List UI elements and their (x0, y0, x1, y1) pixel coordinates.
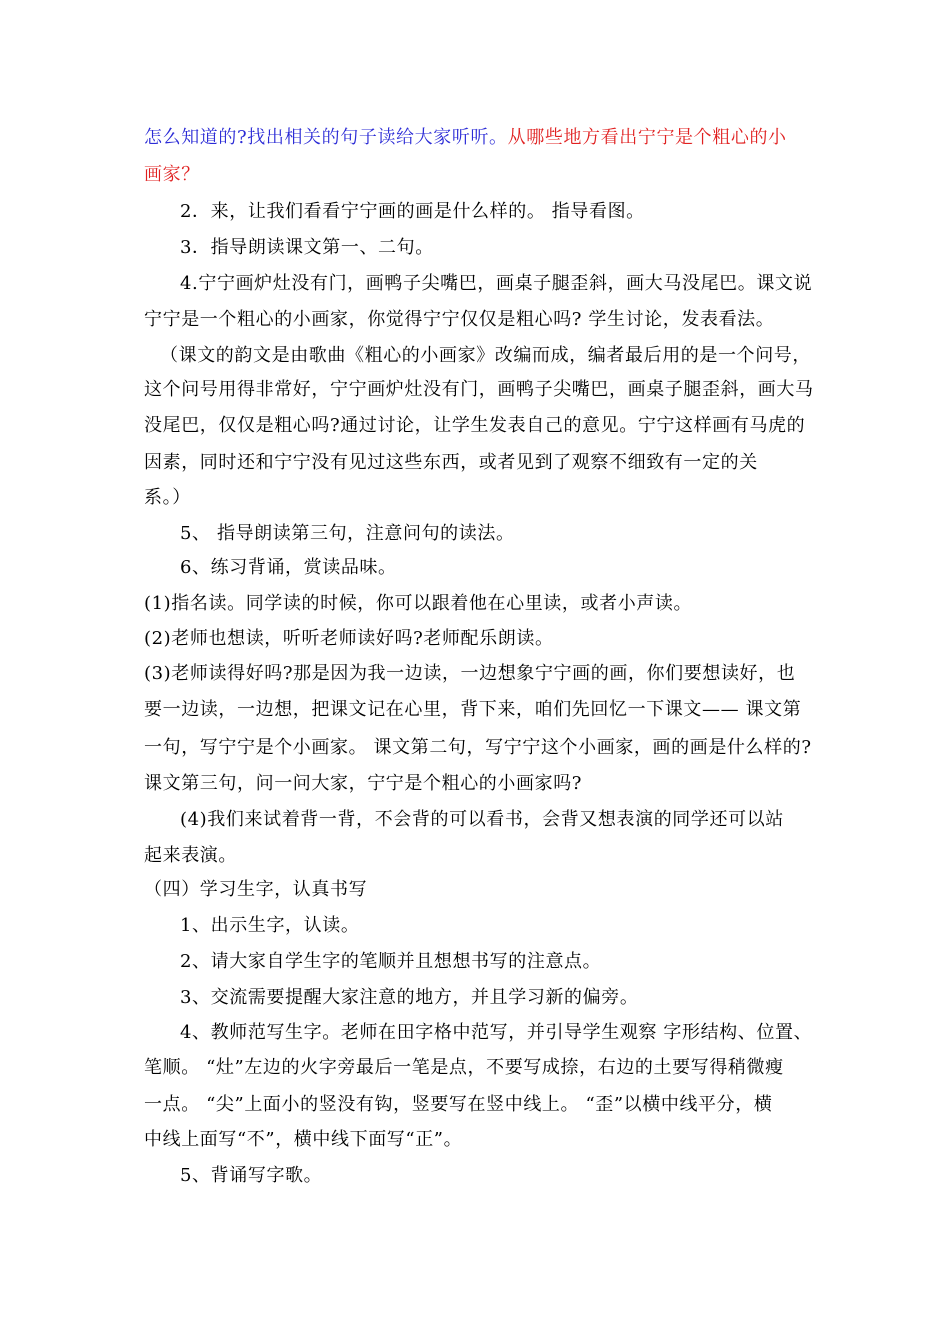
text-span: 没尾巴，仅仅是粗心吗?通过讨论，让学生发表自己的意见。宁宁这样画有马虎的 (144, 415, 806, 436)
text-span: 因素，同时还和宁宁没有见过这些东西，或者见到了观察不细致有一定的关 (144, 452, 758, 473)
text-line (180, 1021, 812, 1045)
text-span: 2．来，让我们看看宁宁画的画是什么样的。 指导看图。 (180, 201, 645, 222)
text-span: (3)老师读得好吗?那是因为我一边读，一边想象宁宁画的画，你们要想读好，也 (144, 663, 796, 684)
text-line (180, 200, 645, 224)
text-span: （四）学习生字，认真书写 (144, 879, 368, 900)
text-line (144, 378, 814, 402)
text-span: (2)老师也想读，听听老师读好吗?老师配乐朗读。 (144, 628, 554, 649)
text-span: 4.宁宁画炉灶没有门，画鸭子尖嘴巴，画桌子腿歪斜，画大马没尾巴。课文说 (180, 273, 813, 294)
text-line (144, 662, 795, 686)
text-span: 中线上面写“不”，横中线下面写“正”。 (144, 1129, 463, 1150)
text-line (144, 627, 554, 651)
text-span: 要一边读，一边想，把课文记在心里，背下来，咱们先回忆一下课文—— 课文第 (144, 699, 802, 720)
text-line (144, 486, 191, 510)
text-line (144, 1056, 784, 1080)
text-line (180, 950, 601, 974)
text-span: 1、出示生字，认读。 (180, 915, 360, 936)
text-line (180, 808, 784, 832)
text-span: 6、练习背诵，赏读品味。 (180, 557, 397, 578)
text-span: 一句，写宁宁是个小画家。 课文第二句，写宁宁这个小画家，画的画是什么样的? (144, 737, 812, 758)
text-span: 宁宁是一个粗心的小画家，你觉得宁宁仅仅是粗心吗? 学生讨论，发表看法。 (144, 309, 775, 330)
text-span: 系。） (144, 487, 191, 508)
text-span: (4)我们来试着背一背，不会背的可以看书，会背又想表演的同学还可以站 (180, 809, 784, 830)
text-span: （课文的韵文是由歌曲《粗心的小画家》改编而成，编者最后用的是一个问号， (160, 345, 811, 366)
text-line (144, 308, 774, 332)
text-span: 3、交流需要提醒大家注意的地方，并且学习新的偏旁。 (180, 987, 639, 1008)
text-line (144, 844, 237, 868)
text-line (144, 451, 758, 475)
text-line (180, 272, 812, 296)
text-line (144, 592, 692, 616)
text-line (180, 522, 515, 546)
text-span: 4、教师范写生字。老师在田字格中范写，并引导学生观察 字形结构、位置、 (180, 1022, 813, 1043)
text-span: (1)指名读。同学读的时候，你可以跟着他在心里读，或者小声读。 (144, 593, 693, 614)
text-span: 笔顺。 “灶”左边的火字旁最后一笔是点，不要写成捺，右边的土要写得稍微瘦 (144, 1057, 784, 1078)
text-line (144, 126, 787, 150)
text-span: 2、请大家自学生字的笔顺并且想想书写的注意点。 (180, 951, 602, 972)
text-span: 画家？ (144, 164, 200, 185)
text-line (144, 1128, 462, 1152)
text-line (160, 344, 811, 368)
text-line (180, 986, 638, 1010)
text-line (144, 414, 805, 438)
text-span: 5、背诵写字歌。 (180, 1165, 323, 1186)
text-span: 怎么知道的?找出相关的句子读给大家听听。 (144, 127, 508, 148)
text-span: 3．指导朗读课文第一、二句。 (180, 237, 434, 258)
text-line (180, 236, 434, 260)
text-span: 起来表演。 (144, 845, 237, 866)
text-line (144, 878, 367, 902)
text-line (144, 772, 582, 796)
text-line (180, 556, 397, 580)
text-line (144, 163, 200, 187)
text-line (144, 1093, 772, 1117)
text-line (144, 736, 812, 760)
text-line (180, 914, 359, 938)
text-span: 从哪些地方看出宁宁是个粗心的小 (507, 127, 787, 148)
text-line (144, 698, 801, 722)
text-span: 5、 指导朗读第三句，注意问句的读法。 (180, 523, 515, 544)
text-span: 一点。 “尖”上面小的竖没有钩，竖要写在竖中线上。 “歪”以横中线平分，横 (144, 1094, 773, 1115)
text-span: 课文第三句，问一问大家，宁宁是个粗心的小画家吗? (144, 773, 583, 794)
text-line (180, 1164, 322, 1188)
text-span: 这个问号用得非常好，宁宁画炉灶没有门，画鸭子尖嘴巴，画桌子腿歪斜，画大马 (144, 379, 814, 400)
